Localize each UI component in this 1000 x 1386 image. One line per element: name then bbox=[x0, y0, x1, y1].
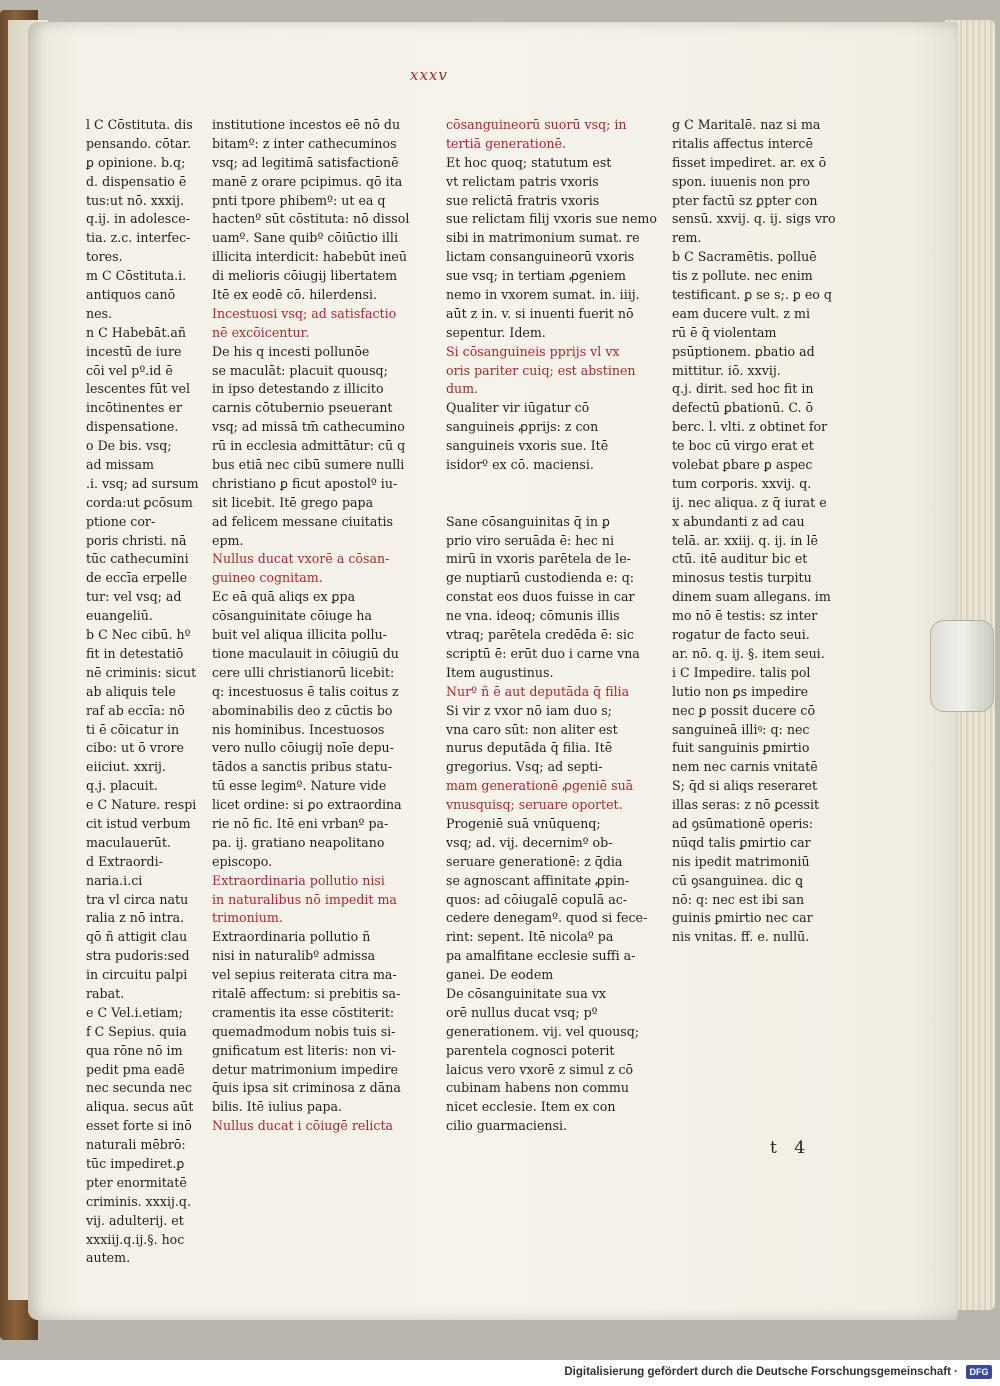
text-line: mittitur. iō. xxvij. bbox=[672, 362, 781, 378]
text-line: maculauerūt. bbox=[86, 834, 171, 850]
text-line: institutione incestos eē nō du bbox=[212, 117, 401, 132]
text-line: b C Sacramētis. polluē bbox=[672, 249, 817, 265]
text-line: Sane cōsanguinitas q̄ in ꝑ bbox=[446, 513, 610, 529]
text-line: poris christi. nā bbox=[86, 532, 187, 548]
text-line: corda:ut ꝑcōsum bbox=[86, 494, 193, 510]
text-line: De cōsanguinitate sua vx bbox=[446, 985, 606, 1001]
text-line: rem. bbox=[672, 230, 702, 246]
text-line: eam ducere vult. z mi bbox=[672, 305, 810, 321]
text-line: criminis. xxxij.q. bbox=[86, 1193, 191, 1209]
text-line: minosus testis turpitu bbox=[672, 570, 812, 586]
text-line: ij. nec aliqua. z q̄ iurat e bbox=[672, 494, 827, 510]
text-line: quemadmodum nobis tuis si- bbox=[212, 1023, 396, 1039]
text-line: nemo in vxorem sumat. in. iiij. bbox=[446, 287, 640, 303]
text-line: ptione cor- bbox=[86, 513, 156, 529]
text-line: ar. nō. q. ij. §. item seui. bbox=[672, 645, 825, 661]
text-line: ge nuptiarū custodienda e: q: bbox=[446, 570, 635, 586]
text-line: antiquos canō bbox=[86, 287, 176, 303]
text-line: Si cōsanguineis pprijs vl vx bbox=[446, 343, 620, 359]
text-line: De his q incesti pollunōe bbox=[212, 343, 370, 359]
text-line: Nurº ñ ē aut deputāda q̄ filia bbox=[446, 683, 630, 699]
text-line: pedit pma eadē bbox=[86, 1061, 185, 1077]
text-line: pnti tpore phibemº: ut ea q bbox=[212, 192, 386, 208]
text-line: nē criminis: sicut bbox=[86, 664, 197, 680]
text-line: Nullus ducat vxorē a cōsan- bbox=[212, 551, 390, 567]
text-line: de eccīa erpelle bbox=[86, 570, 188, 586]
text-line: qua rōne nō im bbox=[86, 1042, 183, 1058]
text-line: rie nō fic. Itē eni vrbanº pa- bbox=[212, 815, 389, 831]
text-line: dinem suam allegans. im bbox=[672, 589, 831, 605]
text-line: nis hominibus. Incestuosos bbox=[212, 721, 385, 737]
text-line: Et hoc quoq; statutum est bbox=[446, 154, 612, 170]
text-line: te boc cū virgo erat et bbox=[672, 438, 814, 454]
text-line: sue relictā fratris vxoris bbox=[446, 192, 600, 208]
text-line: vtraq; parētela credēda ē: sic bbox=[446, 627, 634, 643]
text-line: nē excōicentur. bbox=[212, 324, 310, 340]
text-line: ritalis affectus intercē bbox=[672, 135, 813, 151]
text-line: vnusquisq; seruare oportet. bbox=[446, 797, 623, 813]
text-line: esset forte si inō bbox=[86, 1118, 192, 1134]
text-line: tores. bbox=[86, 249, 123, 265]
text-line bbox=[446, 475, 668, 494]
text-line: nisi in naturalibº admissa bbox=[212, 948, 376, 964]
text-line: tus:ut nō. xxxij. bbox=[86, 192, 184, 208]
text-line: nes. bbox=[86, 305, 113, 321]
text-line: tra vl circa natu bbox=[86, 891, 189, 907]
text-line: sepentur. Idem. bbox=[446, 324, 546, 340]
text-line: fit in detestatiō bbox=[86, 645, 184, 661]
text-line: sanguineis ꝓprijs: z con bbox=[446, 419, 599, 435]
text-line: cramentis ita esse cōstiterit: bbox=[212, 1004, 395, 1020]
text-line: sensū. xxvij. q. ij. sigs vro bbox=[672, 211, 836, 227]
text-line: psūptionem. ꝑbatio ad bbox=[672, 343, 815, 359]
text-line: qō ñ attigit clau bbox=[86, 929, 188, 945]
text-line: Incestuosi vsq; ad satisfactio bbox=[212, 305, 397, 321]
text-line: defectū ꝑbationū. C. ō bbox=[672, 400, 814, 416]
text-line: bilis. Itē iulius papa. bbox=[212, 1099, 343, 1115]
text-line: tādos a sanctis pribus statu- bbox=[212, 759, 393, 775]
text-line: tum corporis. xxvij. q. bbox=[672, 475, 812, 491]
text-line: in ipso detestando z illicito bbox=[212, 381, 384, 397]
text-line: gnificatum est literis: non vi- bbox=[212, 1042, 396, 1058]
text-line: ralia z nō intra. bbox=[86, 910, 185, 926]
text-line: ad ꝯsūmationē operis: bbox=[672, 815, 814, 831]
text-line: ad felicem messane ciuitatis bbox=[212, 513, 393, 529]
text-line: nicet ecclesie. Item ex con bbox=[446, 1099, 616, 1115]
text-line: spon. iuuenis non pro bbox=[672, 173, 811, 189]
text-line: carnis cōtubernio pseuerant bbox=[212, 400, 393, 416]
text-line: di melioris cōiugij libertatem bbox=[212, 268, 398, 284]
text-line: tūc impediret.ꝑ bbox=[86, 1155, 185, 1171]
text-line: o De bis. vsq; bbox=[86, 438, 172, 454]
text-line: guinis ꝑmirtio nec car bbox=[672, 910, 813, 926]
text-line: stra pudoris:sed bbox=[86, 948, 190, 964]
text-line: mo nō ē testis: sz inter bbox=[672, 608, 818, 624]
text-line: buit vel aliqua illicita pollu- bbox=[212, 627, 387, 643]
text-line: Extraordinaria pollutio ñ bbox=[212, 929, 371, 945]
text-line: pa amalfitane ecclesie suffi a- bbox=[446, 948, 636, 964]
text-line: ꝑ opinione. b.q; bbox=[86, 154, 186, 170]
text-line: x abundanti z ad cau bbox=[672, 513, 805, 529]
text-line: euangeliū. bbox=[86, 608, 153, 624]
text-line: Progeniē suā vnūquenq; bbox=[446, 815, 601, 831]
text-line: illas seras: z nō ꝑcessit bbox=[672, 797, 820, 813]
text-line: pensando. cōtar. bbox=[86, 135, 191, 151]
text-line: rogatur de facto seui. bbox=[672, 627, 810, 643]
text-line: illicita interdicit: habebūt ineū bbox=[212, 249, 407, 265]
page-clip bbox=[930, 620, 994, 712]
text-line: q: incestuosus ē talis coitus z bbox=[212, 683, 399, 699]
text-line: cōsanguineorū suorū vsq; in bbox=[446, 117, 627, 132]
text-line: l C Cōstituta. dis bbox=[86, 117, 193, 132]
text-line: nec secunda nec bbox=[86, 1080, 193, 1096]
text-line: naria.i.ci bbox=[86, 872, 143, 888]
text-line: oris pariter cuiq; est abstinen bbox=[446, 362, 636, 378]
text-line: vel sepius reiterata citra ma- bbox=[212, 967, 397, 983]
text-line: detur matrimonium impedire bbox=[212, 1061, 399, 1077]
text-line: seruare generationē: z q̄dia bbox=[446, 853, 623, 869]
text-line: nō: q: nec est ibi san bbox=[672, 891, 805, 907]
text-line: testificant. ꝑ se s;. ꝑ eo q bbox=[672, 287, 832, 303]
text-line: i C Impedire. talis pol bbox=[672, 664, 811, 680]
text-line: sanguineis vxoris sue. Itē bbox=[446, 438, 609, 454]
text-line: lictam consanguineorū vxoris bbox=[446, 249, 635, 265]
text-line: cū ꝯsanguinea. dic ꝗ bbox=[672, 872, 803, 888]
text-line: in circuitu palpi bbox=[86, 967, 188, 983]
text-line: fuit sanguinis ꝑmirtio bbox=[672, 740, 810, 756]
text-line: q.ij. in adolesce- bbox=[86, 211, 191, 227]
text-line: vsq; ad missā tm̄ cathecumino bbox=[212, 419, 405, 435]
text-line: dispensatione. bbox=[86, 419, 179, 435]
text-line: tertiā generationē. bbox=[446, 135, 566, 151]
text-line: xxxiij.q.ij.§. hoc bbox=[86, 1231, 185, 1247]
text-line: Si vir z vxor nō iam duo s; bbox=[446, 702, 612, 718]
text-line: dum. bbox=[446, 381, 479, 397]
text-line: pa. ij. gratiano neapolitano bbox=[212, 834, 385, 850]
text-line: nūqd talis ꝑmirtio car bbox=[672, 834, 811, 850]
text-line: lutio non ꝑs impedire bbox=[672, 683, 809, 699]
text-line: pter enormitatē bbox=[86, 1174, 187, 1190]
dfg-logo: DFG bbox=[966, 1365, 992, 1379]
text-line: Qualiter vir iūgatur cō bbox=[446, 400, 590, 416]
text-line: quos: ad cōiugalē copulā ac- bbox=[446, 891, 628, 907]
text-line: cedere denegamº. quod si fece- bbox=[446, 910, 648, 926]
text-line: ti ē cōicatur in bbox=[86, 721, 180, 737]
text-line: prio viro seruāda ē: hec ni bbox=[446, 532, 615, 548]
text-line: m C Cōstituta.i. bbox=[86, 268, 187, 284]
signature-mark: t 4 bbox=[770, 1138, 812, 1158]
text-line: q̄uis ipsa sit criminosa z dāna bbox=[212, 1080, 401, 1096]
text-line: hactenº sūt cōstituta: nō dissol bbox=[212, 211, 410, 227]
text-line: ab aliquis tele bbox=[86, 683, 176, 699]
text-line: vij. adulterij. et bbox=[86, 1212, 184, 1228]
text-line: eiiciut. xxrij. bbox=[86, 759, 166, 775]
text-line: naturali mēbrō: bbox=[86, 1137, 186, 1153]
text-line: vero nullo cōiugij noīe depu- bbox=[212, 740, 394, 756]
text-line: vsq; ad. vij. decernimº ob- bbox=[446, 834, 613, 850]
text-line: christiano ꝑ ficut apostolº iu- bbox=[212, 475, 398, 491]
text-line: ganei. De eodem bbox=[446, 967, 554, 983]
text-line: e C Nature. respi bbox=[86, 797, 197, 813]
funding-note: Digitalisierung gefördert durch die Deutsche Forschungsgemeinschaft · bbox=[564, 1366, 958, 1378]
text-line: tia. z.c. interfec- bbox=[86, 230, 191, 246]
text-line: Nullus ducat i cōiugē relicta bbox=[212, 1118, 394, 1134]
text-line: constat eos duos fuisse in car bbox=[446, 589, 635, 605]
text-line: episcopo. bbox=[212, 853, 273, 869]
text-line: scriptū ē: erūt duo i carne vna bbox=[446, 645, 640, 661]
text-line: epm. bbox=[212, 532, 244, 548]
text-line: ctū. itē auditur bic et bbox=[672, 551, 808, 567]
text-line: rint: sepent. Itē nicolaº pa bbox=[446, 929, 614, 945]
text-line: aliqua. secus aūt bbox=[86, 1099, 194, 1115]
text-line: d. dispensatio ē bbox=[86, 173, 187, 189]
gloss-column-left bbox=[86, 116, 208, 1268]
text-line: rū in ecclesia admittātur: cū q bbox=[212, 438, 406, 454]
text-line: telā. ar. xxiij. q. ij. in lē bbox=[672, 532, 819, 548]
text-line: n C Habebāt.añ bbox=[86, 324, 187, 340]
text-line: guineo cognitam. bbox=[212, 570, 323, 586]
text-line: S; q̄d si aliqs reseraret bbox=[672, 778, 818, 794]
text-line: fisset impediret. ar. ex ō bbox=[672, 154, 827, 170]
text-line: parentela cognosci poterit bbox=[446, 1042, 615, 1058]
text-line: orē nullus ducat vsq; pº bbox=[446, 1004, 598, 1020]
text-line: Item augustinus. bbox=[446, 664, 554, 680]
text-line: Extraordinaria pollutio nisi bbox=[212, 872, 385, 888]
text-line: cibo: ut ō vrore bbox=[86, 740, 184, 756]
text-line: tūc cathecumini bbox=[86, 551, 189, 567]
text-line: cōi vel pº.id ē bbox=[86, 362, 173, 378]
text-line: mirū in vxoris parētela de le- bbox=[446, 551, 631, 567]
text-line: rabat. bbox=[86, 985, 125, 1001]
text-line: d Extraordi- bbox=[86, 853, 163, 869]
text-line: berc. l. vlti. z obtinet for bbox=[672, 419, 828, 435]
text-line: bitamº: z inter cathecuminos bbox=[212, 135, 397, 151]
text-line: licet ordine: si ꝑo extraordina bbox=[212, 797, 402, 813]
text-line: mam generationē ꝓgeniē suā bbox=[446, 778, 634, 794]
text-line: uamº. Sane quibº cōiūctio illi bbox=[212, 230, 398, 246]
text-line: Ec eā quā aliqs ex ꝑpa bbox=[212, 589, 356, 605]
text-line: q.j. placuit. bbox=[86, 778, 158, 794]
text-line: tur: vel vsq; ad bbox=[86, 589, 182, 605]
text-line: abominabilis deo z cūctis bo bbox=[212, 702, 393, 718]
text-line: nec ꝑ possit ducere cō bbox=[672, 702, 816, 718]
text-line: Itē ex eodē cō. hilerdensi. bbox=[212, 287, 378, 303]
text-line: cilio guarmaciensi. bbox=[446, 1118, 568, 1134]
text-line: sibi in matrimonium sumat. re bbox=[446, 230, 640, 246]
text-line: volebat ꝑbare ꝑ aspec bbox=[672, 457, 813, 473]
text-line: se maculāt: placuit quousq; bbox=[212, 362, 388, 378]
text-line: in naturalibus nō impedit ma bbox=[212, 891, 397, 907]
text-line: g C Maritalē. naz si ma bbox=[672, 117, 821, 132]
text-line: trimonium. bbox=[212, 910, 283, 926]
text-line: tione maculauit in cōiugiū du bbox=[212, 645, 399, 661]
text-line: raf ab eccīa: nō bbox=[86, 702, 185, 718]
folio-number: xxxv bbox=[410, 66, 448, 84]
text-line: nem nec carnis vnitatē bbox=[672, 759, 818, 775]
text-line: cubinam habens non commu bbox=[446, 1080, 629, 1096]
text-line: cōsanguinitate cōiuge ha bbox=[212, 608, 373, 624]
text-column-2 bbox=[446, 116, 668, 1136]
text-line: autem. bbox=[86, 1250, 131, 1266]
text-line: tis z pollute. nec enim bbox=[672, 268, 813, 284]
text-line: incōtinentes er bbox=[86, 400, 182, 416]
text-line: bus etiā nec cibū sumere nulli bbox=[212, 457, 405, 473]
text-line: vsq; ad legitimā satisfactionē bbox=[212, 154, 399, 170]
text-line: vt relictam patris vxoris bbox=[446, 173, 599, 189]
text-line: sue vsq; in tertiam ꝓgeniem bbox=[446, 268, 626, 284]
text-line: cit istud verbum bbox=[86, 815, 191, 831]
text-line: sit licebit. Itē grego papa bbox=[212, 494, 374, 510]
text-line: nurus deputāda q̄ filia. Itē bbox=[446, 740, 613, 756]
text-line: gregorius. Vsq; ad septi- bbox=[446, 759, 603, 775]
text-line: ritalē affectum: si prebitis sa- bbox=[212, 985, 401, 1001]
text-line: nis vnitas. ff. e. nullū. bbox=[672, 929, 810, 945]
text-line: sanguineā illiꝰ: q: nec bbox=[672, 721, 810, 737]
text-line: f C Sepius. quia bbox=[86, 1023, 187, 1039]
gloss-column-right bbox=[672, 116, 842, 947]
text-column-1 bbox=[212, 116, 434, 1136]
text-line: cere ulli christianorū licebit: bbox=[212, 664, 395, 680]
text-line: aūt z in. v. si inuenti fuerit nō bbox=[446, 305, 634, 321]
text-line: q.j. dirit. sed hoc fit in bbox=[672, 381, 814, 397]
text-line: laicus vero vxorē z simul z cō bbox=[446, 1061, 634, 1077]
text-line: .i. vsq; ad sursum bbox=[86, 475, 199, 491]
text-line: nis ipedit matrimoniū bbox=[672, 853, 810, 869]
text-line: generationem. vij. vel quousq; bbox=[446, 1023, 640, 1039]
text-line: tū esse legimº. Nature vide bbox=[212, 778, 387, 794]
text-line: isidorº ex cō. maciensi. bbox=[446, 457, 594, 473]
text-line: ad missam bbox=[86, 457, 154, 473]
text-line: lescentes fūt vel bbox=[86, 381, 190, 397]
text-line: incestū de iure bbox=[86, 343, 182, 359]
text-line: vna caro sūt: non aliter est bbox=[446, 721, 618, 737]
text-line: b C Nec cibū. hº bbox=[86, 627, 191, 643]
text-line: sue relictam filij vxoris sue nemo bbox=[446, 211, 657, 227]
text-line: ne vna. ideoq; cōmunis illis bbox=[446, 608, 620, 624]
footer-bar bbox=[0, 1360, 1000, 1386]
text-line: e C Vel.i.etiam; bbox=[86, 1004, 183, 1020]
text-line: se agnoscant affinitate ꝓpin- bbox=[446, 872, 630, 888]
text-line: pter factū sz ꝑpter con bbox=[672, 192, 818, 208]
text-line: rū ē q̄ violentam bbox=[672, 324, 777, 340]
text-line bbox=[446, 494, 668, 513]
text-line: manē z orare pcipimus. qō ita bbox=[212, 173, 403, 189]
